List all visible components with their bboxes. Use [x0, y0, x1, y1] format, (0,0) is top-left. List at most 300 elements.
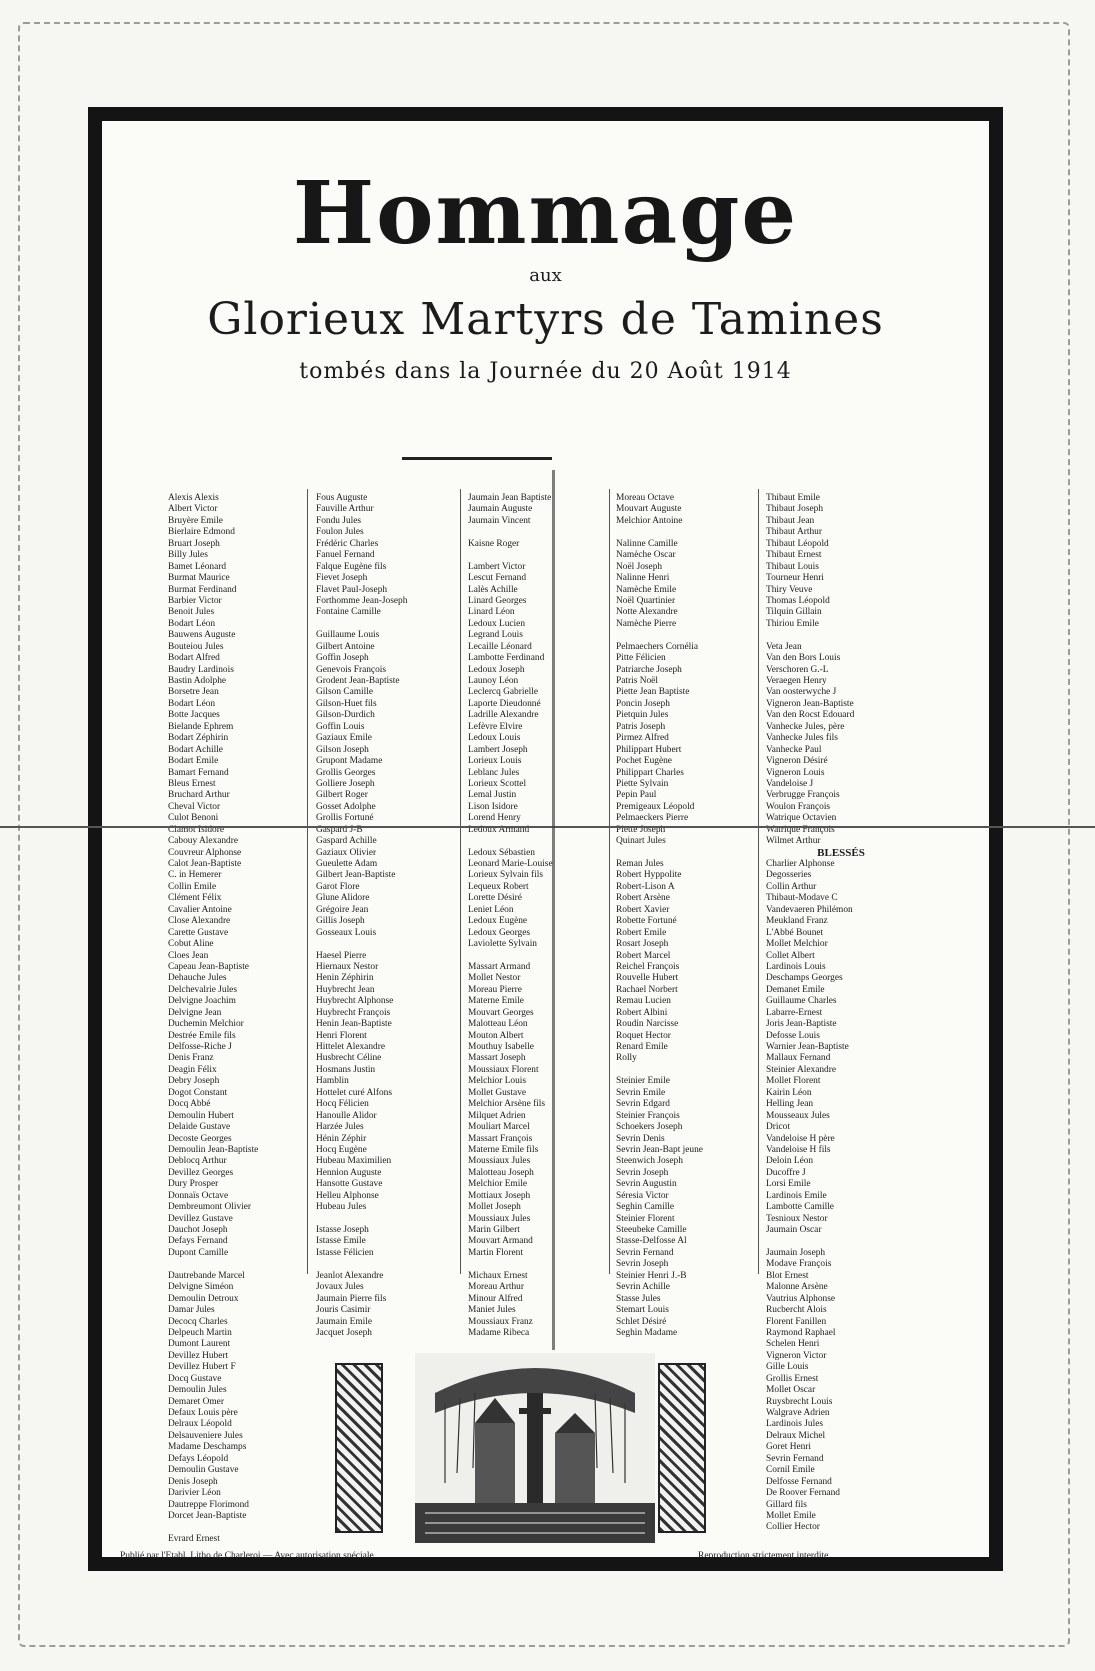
martyr-name: Gaspard Achille — [316, 836, 377, 847]
martyr-name: Barbier Victor — [168, 595, 222, 606]
martyr-name: Burmat Maurice — [168, 573, 230, 584]
martyr-name: Robert-Lison A — [616, 881, 675, 892]
name-column-2 — [316, 493, 466, 1339]
martyr-name: Grégoire Jean — [316, 904, 369, 915]
martyr-name: Jaumain Jean Baptiste — [468, 493, 552, 503]
martyr-name: Guillaume Charles — [766, 996, 837, 1007]
martyr-name: Vandeloise J — [766, 778, 814, 789]
martyr-name: Mouvart Armand — [468, 1236, 533, 1247]
martyr-name: Husbrecht Céline — [316, 1053, 382, 1064]
martyr-name: Gilson-Huet fils — [316, 698, 377, 709]
martyr-name: Legrand Louis — [468, 630, 523, 641]
martyr-name: Culot Benoni — [168, 813, 219, 824]
martyr-name: Dehauche Jules — [168, 973, 227, 984]
martyr-name: Seghin Madame — [616, 1327, 678, 1338]
martyr-name: Robette Fortuné — [616, 916, 677, 927]
martyr-name: Philippart Hubert — [616, 744, 682, 755]
martyr-name: Grupont Madame — [316, 756, 383, 767]
martyr-name: Sevrin Denis — [616, 1133, 665, 1144]
martyr-name: Mottiaux Joseph — [468, 1190, 531, 1201]
martyr-name: Delchevalrie Jules — [168, 984, 237, 995]
martyr-name: Lison Isidore — [468, 801, 518, 812]
martyr-name: Nalinne Henri — [616, 573, 670, 584]
martyr-name: Gilbert Antoine — [316, 641, 375, 652]
martyr-name: Steeubeke Camille — [616, 1225, 687, 1235]
martyr-name: Moreau Octave — [616, 493, 675, 503]
martyr-name: Botte Jacques — [168, 710, 220, 721]
martyr-name: Stasse-Delfosse Al — [616, 1236, 687, 1247]
martyr-name: Rouvelle Hubert — [616, 973, 679, 984]
martyr-name: Collet Albert — [766, 950, 815, 961]
martyr-name: Mollet Melchior — [766, 939, 828, 950]
martyr-name: Ruysbrecht Louis — [766, 1396, 833, 1407]
martyr-name: Jaumain Oscar — [766, 1225, 822, 1235]
martyr-name: Renard Emile — [616, 1042, 668, 1052]
martyr-name: Robert Albini — [616, 1007, 668, 1018]
martyr-name: Delvigne Siméon — [168, 1282, 234, 1293]
martyr-name: Piette Sylvain — [616, 778, 669, 789]
ornamental-panel-left — [335, 1363, 383, 1533]
martyr-name: Denis Franz — [168, 1053, 214, 1064]
martyr-name: Leonard Marie-Louise — [468, 859, 553, 869]
martyr-name: Dricot — [766, 1122, 790, 1133]
martyr-name: Nalinne Camille — [616, 538, 678, 549]
martyr-name: Sevrin Joseph — [616, 1259, 669, 1270]
martyr-name: Lorend Henry — [468, 813, 521, 824]
martyr-name: Demoulin Gustave — [168, 1465, 239, 1476]
martyr-name: Hottelet curé Alfons — [316, 1087, 393, 1098]
martyr-name: Rosart Joseph — [616, 939, 669, 950]
martyr-name: Thiriou Emile — [766, 618, 819, 629]
martyr-name: Jouris Casimir — [316, 1305, 371, 1316]
martyr-name: Laviolette Sylvain — [468, 939, 537, 950]
martyr-name: Roudin Narcisse — [616, 1019, 679, 1030]
martyr-name: Glune Alidore — [316, 893, 370, 904]
martyr-name: Philippart Charles — [616, 767, 684, 778]
martyr-name: Ledoux Georges — [468, 927, 531, 938]
martyr-name: Deloin Léon — [766, 1156, 814, 1167]
martyr-name: Reichel François — [616, 961, 680, 972]
martyr-name: Seghin Camille — [616, 1202, 675, 1213]
martyr-name: Raymond Raphael — [766, 1327, 836, 1338]
martyr-name: Deblocq Arthur — [168, 1156, 227, 1167]
martyr-name: Dupont Camille — [168, 1247, 229, 1258]
martyr-name: Lequeux Robert — [468, 881, 529, 892]
martyr-name: Lorieux Sylvain fils — [468, 870, 543, 881]
martyr-name: Bielande Ephrem — [168, 721, 234, 732]
martyr-name: De Roover Fernand — [766, 1488, 840, 1499]
martyr-name: Docq Gustave — [168, 1373, 222, 1384]
martyr-name: Benoit Jules — [168, 607, 215, 618]
martyr-name: Thibaut Jean — [766, 515, 815, 526]
martyr-name: Donnaïs Octave — [168, 1190, 229, 1201]
martyr-name: Lefèvre Elvire — [468, 721, 523, 732]
martyr-name: Vanhecke Jules fils — [766, 733, 838, 744]
martyr-name: Thibaut-Modave C — [766, 893, 838, 904]
name-column-1 — [168, 493, 318, 1545]
fold-crease-horizontal — [0, 826, 1095, 828]
martyr-name: Labarre-Ernest — [766, 1007, 823, 1018]
martyr-name: Patriarche Joseph — [616, 664, 682, 675]
martyr-name: Melchior Antoine — [616, 515, 683, 526]
martyr-name: Cheval Victor — [168, 801, 221, 812]
martyr-name: Steinier Alexandre — [766, 1064, 837, 1075]
martyr-name: Ledoux Louis — [468, 733, 521, 744]
martyr-name: Defays Léopold — [168, 1453, 229, 1464]
martyr-name: Delfosse Fernand — [766, 1476, 832, 1487]
martyr-name: Decocq Charles — [168, 1316, 228, 1327]
martyr-name: Helleu Alphonse — [316, 1190, 379, 1201]
martyr-name: Istasse Joseph — [316, 1225, 369, 1235]
martyr-name: Docq Abbé — [168, 1099, 211, 1110]
martyr-name — [766, 1236, 916, 1247]
martyr-name: Stasse Jules — [616, 1293, 661, 1304]
martyr-name: Huybrecht Jean — [316, 984, 375, 995]
martyr-name: Delfosse-Riche J — [168, 1042, 232, 1052]
martyr-name: Delpeuch Martin — [168, 1327, 232, 1338]
martyr-name: Meukland Franz — [766, 916, 828, 927]
martyr-name: Forthomme Jean-Joseph — [316, 595, 408, 606]
martyr-name: Bamart Fernand — [168, 767, 229, 778]
martyr-name: Jacquet Joseph — [316, 1327, 372, 1338]
martyr-name: Cloes Jean — [168, 950, 209, 961]
martyr-name: Massart François — [468, 1133, 533, 1144]
martyr-name: Wilmet Arthur — [766, 836, 821, 847]
martyr-name: Patris Noël — [616, 676, 658, 686]
poster-date: tombés dans la Journée du 20 Août 1914 — [299, 359, 792, 384]
martyr-name: Gilson-Durdich — [316, 710, 375, 721]
martyr-name: Bruyère Emile — [168, 515, 223, 526]
martyr-name: Destrée Emile fils — [168, 1030, 236, 1041]
martyr-name: Kairin Léon — [766, 1087, 812, 1098]
martyr-name: Vautrius Alphonse — [766, 1293, 836, 1304]
martyr-name: Vigneron Louis — [766, 767, 825, 778]
martyr-name: Pochet Eugène — [616, 756, 672, 767]
martyr-name: Robert Emile — [616, 927, 667, 938]
martyr-name: Jaumain Auguste — [468, 504, 533, 515]
martyr-name: Capeau Jean-Baptiste — [168, 961, 249, 972]
ornamental-panel-right — [658, 1363, 706, 1533]
martyr-name: Bruart Joseph — [168, 538, 220, 549]
martyr-name: Delraux Léopold — [168, 1419, 232, 1430]
martyr-name: Defaux Louis père — [168, 1408, 238, 1418]
martyr-name: Goffin Joseph — [316, 653, 369, 664]
martyr-name: Hiernaux Nestor — [316, 961, 379, 972]
martyr-name: Genevois François — [316, 664, 387, 675]
martyr-name: Ledoux Armand — [468, 824, 530, 835]
martyr-name: Thibaut Arthur — [766, 527, 822, 538]
martyr-name: Lalès Achille — [468, 584, 518, 595]
martyr-name: Tilquin Gillain — [766, 607, 822, 618]
martyr-name: Schoekers Joseph — [616, 1122, 683, 1133]
martyr-name — [468, 836, 618, 847]
martyr-name: Linard Georges — [468, 595, 527, 606]
martyr-name: Fauville Arthur — [316, 504, 374, 515]
memorial-monument-engraving — [415, 1353, 655, 1543]
martyr-name: Deagin Félix — [168, 1064, 217, 1075]
martyr-name: Mollet Emile — [766, 1510, 816, 1521]
martyr-name: Vanhecke Paul — [766, 744, 822, 755]
martyr-name: Reman Jules — [616, 859, 664, 869]
martyr-name: Moussiaux Jules — [468, 1156, 531, 1167]
martyr-name: Devillez Hubert — [168, 1350, 229, 1361]
section-heading-blesses: BLESSÉS — [817, 846, 865, 859]
martyr-name: Pelmaeckers Pierre — [616, 813, 689, 824]
fold-crease-vertical — [552, 470, 555, 1350]
poster-subtitle: Glorieux Martyrs de Tamines — [207, 294, 884, 345]
martyr-name: Gille Louis — [766, 1362, 809, 1373]
martyr-name: Frédéric Charles — [316, 538, 379, 549]
martyr-name: Poncin Joseph — [616, 698, 670, 709]
martyr-name: Joris Jean-Baptiste — [766, 1019, 837, 1030]
martyr-name: Dury Prosper — [168, 1179, 219, 1190]
martyr-name: Steinier Henri J.-B — [616, 1270, 687, 1281]
martyr-name: Ladrille Alexandre — [468, 710, 539, 721]
martyr-name: Deschamps Georges — [766, 973, 843, 984]
martyr-name: Flavet Paul-Joseph — [316, 584, 388, 595]
martyr-name: Hansotte Gustave — [316, 1179, 383, 1190]
martyr-name: Rucbercht Alois — [766, 1305, 827, 1316]
martyr-name: Gaziaux Emile — [316, 733, 372, 744]
martyr-name: Pepin Paul — [616, 790, 657, 801]
martyr-name: Minour Alfred — [468, 1293, 523, 1304]
martyr-name: Lorsi Emile — [766, 1179, 811, 1190]
column-separator — [460, 489, 461, 1274]
martyr-name: Goret Henri — [766, 1442, 812, 1453]
martyr-name: Schlet Désiré — [616, 1316, 667, 1327]
martyr-name: Quinart Jules — [616, 836, 666, 847]
martyr-name: Albert Victor — [168, 504, 218, 515]
martyr-name — [468, 550, 618, 561]
martyr-name: Delvigne Joachim — [168, 996, 236, 1007]
martyr-name: Mollet Oscar — [766, 1385, 816, 1396]
martyr-name: Bodart Léon — [168, 698, 216, 709]
martyr-name: Bauwens Auguste — [168, 630, 236, 641]
martyr-name: Noël Quartinier — [616, 595, 676, 606]
martyr-name: Huybrecht Alphonse — [316, 996, 394, 1007]
martyr-name: Lardinois Jules — [766, 1419, 824, 1430]
martyr-name: Michaux Ernest — [468, 1270, 528, 1281]
martyr-name: Grollis Ernest — [766, 1373, 819, 1384]
name-column-3 — [468, 493, 618, 1339]
martyr-name: Mouvart Georges — [468, 1007, 534, 1018]
martyr-name: Golliere Joseph — [316, 778, 375, 789]
martyr-name: Hittelet Alexandre — [316, 1042, 385, 1052]
martyr-name: Van den Rocst Edouard — [766, 710, 855, 721]
martyr-name: Vigneron Jean-Baptiste — [766, 698, 854, 709]
martyr-name: Degosseries — [766, 870, 812, 881]
name-column-5 — [766, 493, 916, 1534]
martyr-name: Delraux Michel — [766, 1430, 826, 1441]
martyr-name: Premigeaux Léopold — [616, 801, 695, 812]
martyr-name: Hocq Félicien — [316, 1099, 369, 1110]
martyr-name: Pietquin Jules — [616, 710, 669, 721]
martyr-name: Sevrin Fernand — [766, 1453, 824, 1464]
martyr-name: Devillez Hubert F — [168, 1362, 236, 1373]
martyr-name: Devillez Georges — [168, 1167, 234, 1178]
martyr-name: Thibaut Joseph — [766, 504, 824, 515]
martyr-name: Sevrin Joseph — [616, 1167, 669, 1178]
martyr-name: Moussiaux Franz — [468, 1316, 533, 1327]
martyr-name: Launoy Léon — [468, 676, 519, 686]
martyr-name: Grollis Georges — [316, 767, 376, 778]
martyr-name: Florent Fanillen — [766, 1316, 827, 1327]
martyr-name: Jaumain Emile — [316, 1316, 372, 1327]
martyr-name: Maniet Jules — [468, 1305, 516, 1316]
martyr-name: Mousseaux Jules — [766, 1110, 830, 1121]
martyr-name: Demoulin Jean-Baptiste — [168, 1144, 259, 1155]
column-separator — [609, 489, 610, 1274]
martyr-name: Guillaume Louis — [316, 630, 380, 641]
publisher-note: Publié par l'Etabl. Litho de Charleroi — Avec autorisation spéciale — [120, 1551, 374, 1561]
martyr-name: Jaumain Vincent — [468, 515, 531, 526]
martyr-name: Moussiaux Florent — [468, 1064, 539, 1075]
martyr-name: Thibaut Léopold — [766, 538, 829, 549]
martyr-name: Dumont Laurent — [168, 1339, 231, 1350]
martyr-name: Malonne Arsène — [766, 1282, 828, 1293]
martyr-name: Lambotte Camille — [766, 1202, 834, 1213]
martyr-name: Sevrin Augustin — [616, 1179, 677, 1190]
martyr-name: Fanuel Fernand — [316, 550, 375, 561]
martyr-name: Helling Jean — [766, 1099, 814, 1110]
martyr-name: Gueulette Adam — [316, 859, 378, 869]
martyr-name: Gilson Camille — [316, 687, 374, 698]
martyr-name: Thibaut Louis — [766, 561, 819, 572]
martyr-name: Ledoux Sébastien — [468, 847, 535, 858]
martyr-name: Billy Jules — [168, 550, 208, 561]
martyr-name: Dorcet Jean-Baptiste — [168, 1510, 247, 1521]
martyr-name: Mouvart Auguste — [616, 504, 682, 515]
martyr-name: Bodart Zéphirin — [168, 733, 229, 744]
martyr-name: Charlier Alphonse — [766, 859, 835, 869]
martyr-name: C. in Hemerer — [168, 870, 222, 881]
martyr-name — [316, 1259, 466, 1270]
martyr-name: Cobut Aline — [168, 939, 214, 950]
martyr-name: Linard Léon — [468, 607, 515, 618]
martyr-name: Lorieux Scottel — [468, 778, 527, 789]
martyr-name: Vandeloise H fils — [766, 1144, 831, 1155]
martyr-name: Madame Ribeca — [468, 1327, 530, 1338]
column-separator — [758, 489, 759, 1274]
martyr-name: Clamot Isidore — [168, 824, 224, 835]
martyr-name: Gosset Adolphe — [316, 801, 376, 812]
martyr-name: Gilbert Jean-Baptiste — [316, 870, 396, 881]
martyr-name: Fous Auguste — [316, 493, 368, 503]
martyr-name: Collin Arthur — [766, 881, 817, 892]
martyr-name: Lorette Désiré — [468, 893, 522, 904]
martyr-name — [468, 527, 618, 538]
martyr-name: Moreau Pierre — [468, 984, 522, 995]
martyr-name: Moreau Arthur — [468, 1282, 524, 1293]
poster-title: Hommage — [292, 163, 799, 264]
martyr-name: Vigneron Victor — [766, 1350, 827, 1361]
column-separator — [307, 489, 308, 1274]
martyr-name: Falque Eugène fils — [316, 561, 387, 572]
martyr-name: Mollet Joseph — [468, 1202, 521, 1213]
martyr-name: Cabouy Alexandre — [168, 836, 239, 847]
martyr-name: Steinier Florent — [616, 1213, 675, 1224]
martyr-name: Harzée Jules — [316, 1122, 364, 1133]
martyr-name: Debry Joseph — [168, 1076, 220, 1087]
martyr-name: Thibaut Ernest — [766, 550, 822, 561]
martyr-name: Leniet Léon — [468, 904, 514, 915]
martyr-name: Decoste Georges — [168, 1133, 232, 1144]
martyr-name: Hocq Eugène — [316, 1144, 367, 1155]
martyr-name: Collin Emile — [168, 881, 217, 892]
martyr-name: Pitte Félicien — [616, 653, 666, 664]
martyr-name: Thomas Léopold — [766, 595, 830, 606]
martyr-name: Thibaut Emile — [766, 493, 820, 503]
martyr-name: Alexis Alexis — [168, 493, 219, 503]
reproduction-note: Reproduction strictement interdite — [698, 1551, 829, 1561]
martyr-name: Mouthuy Isabelle — [468, 1042, 534, 1052]
martyr-name: Rachael Norbert — [616, 984, 678, 995]
martyr-name: Malotteau Joseph — [468, 1167, 534, 1178]
martyr-name: Madame Deschamps — [168, 1442, 247, 1453]
martyr-name — [316, 939, 466, 950]
martyr-name: Malotteau Léon — [468, 1019, 528, 1030]
martyr-name: Schelen Henri — [766, 1339, 820, 1350]
martyr-name: Gilson Joseph — [316, 744, 369, 755]
martyr-name: Massart Armand — [468, 961, 531, 972]
martyr-name: Bodart Emile — [168, 756, 219, 767]
memorial-poster — [88, 107, 1003, 1571]
martyr-name: Kaisne Roger — [468, 538, 520, 549]
martyr-name — [468, 951, 618, 962]
martyr-name: Sevrin Edgard — [616, 1099, 670, 1110]
name-column-4 — [616, 493, 766, 1339]
martyr-name — [616, 630, 766, 641]
martyr-name: Mollet Florent — [766, 1076, 821, 1087]
martyr-name: Jaumain Joseph — [766, 1247, 826, 1258]
martyr-name: Hennion Auguste — [316, 1167, 382, 1178]
martyr-name: Laporte Dieudonné — [468, 698, 541, 709]
martyr-name: Robert Arsène — [616, 893, 670, 904]
martyr-name: Dogot Constant — [168, 1087, 228, 1098]
martyr-name: Mallaux Fernand — [766, 1053, 831, 1064]
martyr-name: Vigneron Désiré — [766, 756, 828, 767]
martyr-name: Walgrave Adrien — [766, 1408, 830, 1418]
martyr-name: Martin Florent — [468, 1247, 523, 1258]
martyr-name: Sevrin Jean-Bapt jeune — [616, 1144, 703, 1155]
martyr-name: Thiry Veuve — [766, 584, 813, 595]
martyr-name: Vandevaeren Philémon — [766, 904, 853, 915]
martyr-name: Hénin Zéphir — [316, 1133, 367, 1144]
martyr-name: Mouton Albert — [468, 1030, 524, 1041]
martyr-name: Tourneur Henri — [766, 573, 824, 584]
martyr-name: Lescut Fernand — [468, 573, 527, 584]
martyr-name: Melchior Louis — [468, 1076, 527, 1087]
martyr-name: Sevrin Achille — [616, 1282, 670, 1293]
martyr-name: Sevrin Fernand — [616, 1247, 674, 1258]
martyr-name: Cavalier Antoine — [168, 904, 232, 915]
martyr-name: Lorieux Louis — [468, 756, 522, 767]
martyr-name: Fontaine Camille — [316, 607, 381, 618]
martyr-name: Henin Zéphirin — [316, 973, 374, 984]
martyr-name: Huybrecht François — [316, 1007, 391, 1018]
martyr-name: L'Abbé Bounet — [766, 927, 824, 938]
martyr-name: Jaumain Pierre fils — [316, 1293, 387, 1304]
martyr-name: Vandeloise H père — [766, 1133, 835, 1144]
martyr-name: Haesel Pierre — [316, 950, 367, 961]
divider-rule — [402, 457, 552, 460]
martyr-name — [168, 1259, 318, 1270]
martyr-name: Blot Ernest — [766, 1270, 809, 1281]
martyr-name: Gosseaux Louis — [316, 927, 377, 938]
martyr-name: Steenwich Joseph — [616, 1156, 683, 1167]
martyr-name: Burmat Ferdinand — [168, 584, 237, 595]
martyr-name: Bruchard Arthur — [168, 790, 230, 801]
